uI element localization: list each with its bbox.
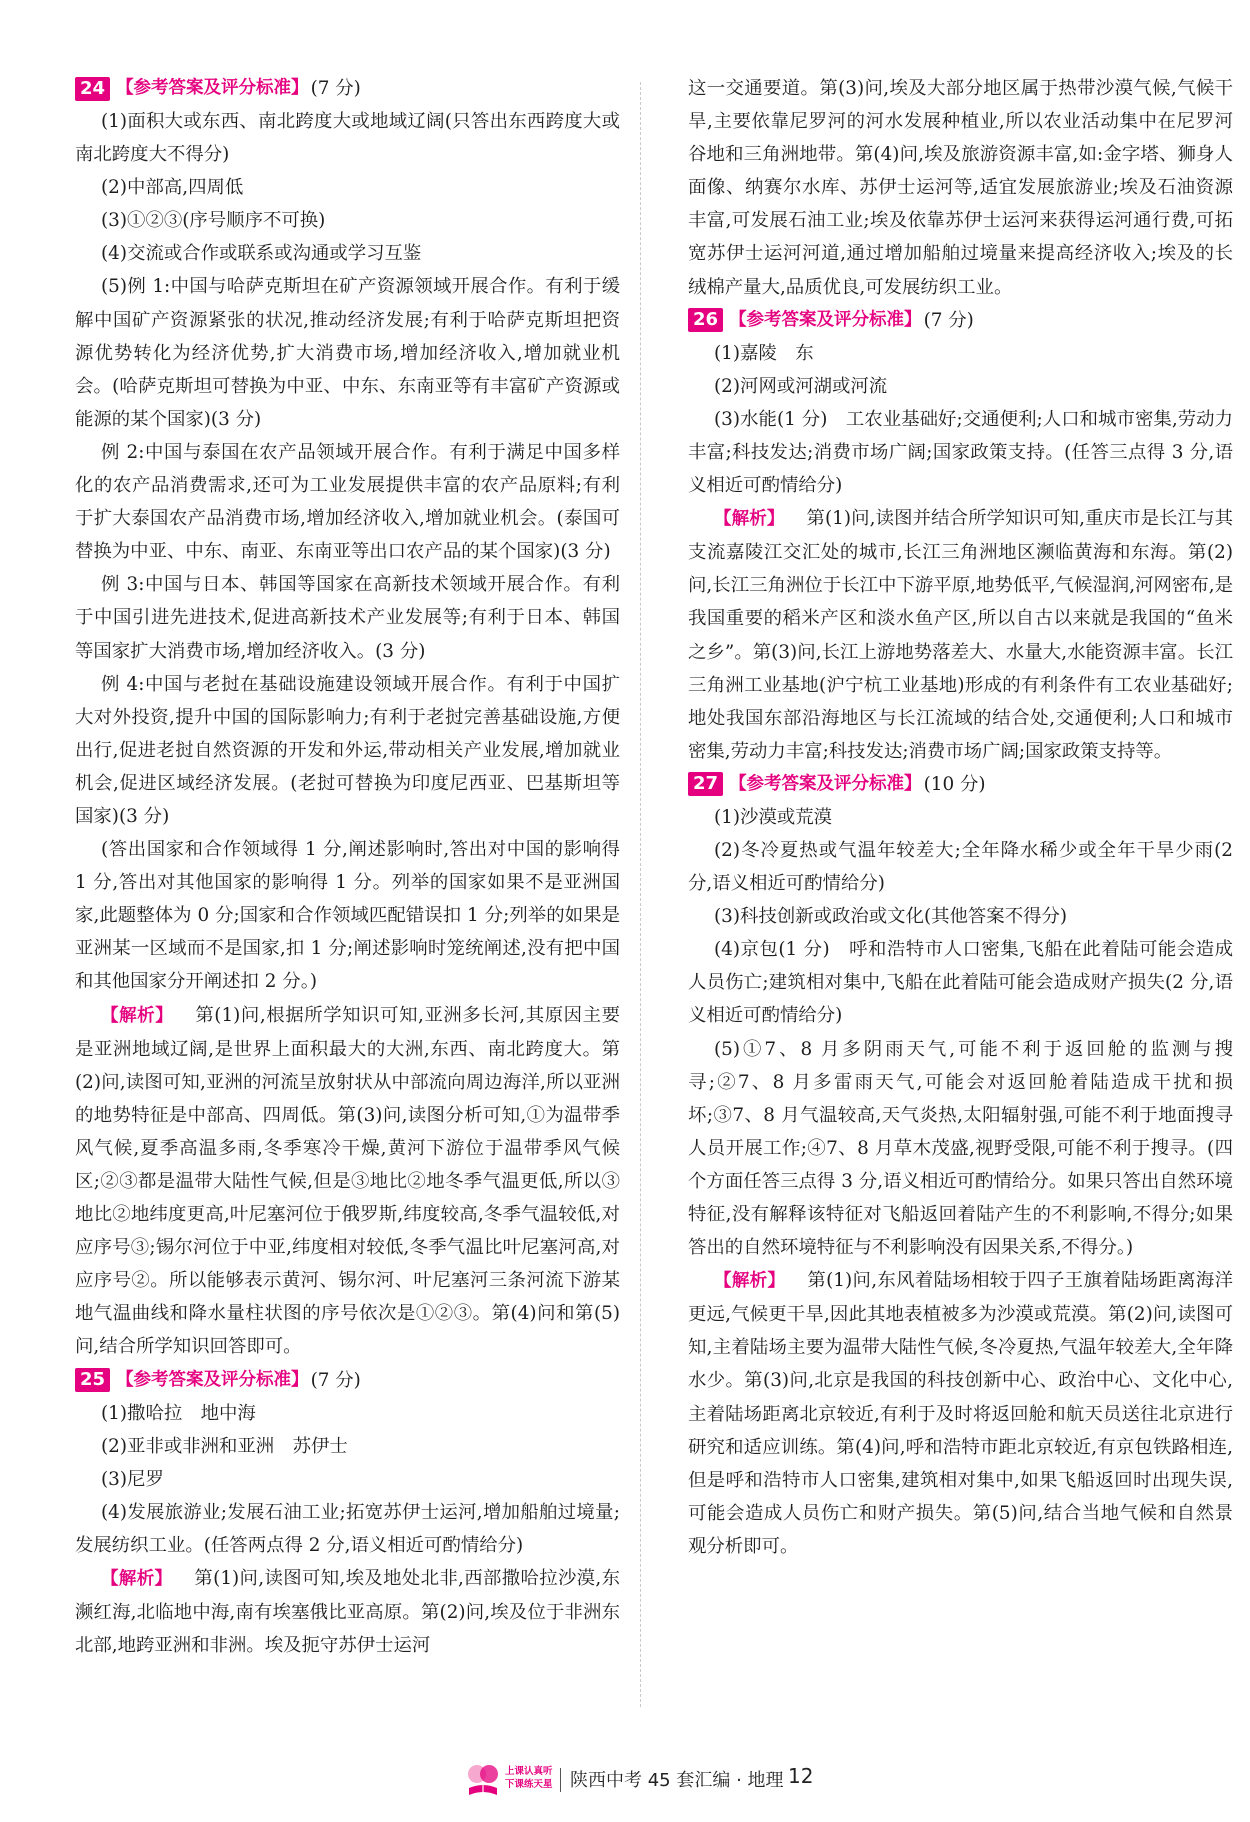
question-number-27: 27 [688,772,723,796]
footer-slogan [505,1765,553,1791]
analysis-label: 【解析】 [714,1271,786,1292]
q25-answer-4: (4)发展旅游业;发展石油工业;拓宽苏伊士运河,增加船舶过境量;发展纺织工业。(任答两点得 2 分,语义相近可酌情给分) [75,1501,620,1556]
answer-standard-title: 【参考答案及评分标准】 [729,309,922,330]
question-score: (7 分) [310,77,361,99]
page-number: 12 [788,1764,814,1788]
question-score: (7 分) [923,309,974,331]
q26-analysis-text: 第(1)问,读图并结合所学知识可知,重庆市是长江与其支流嘉陵江交汇处的城市,长江三角洲地区濒临黄海和东海。第(2)问,长江三角洲位于长江中下游平原,地势低平,气候湿润,河网密布,是我国重要的稻米产区和淡水鱼产区,所以自古以来就是我国的“鱼米之乡”。第(3)问,长江上游地势落差大、水量大,水能资源丰富。长江三角洲工业基地(沪宁杭工业基地)形成的有利条件有工农业基础好;地处我国东部沿海地区与长江流域的结合处,交通便利;人口和城市密集,劳动力丰富;科技发达;消费市场广阔;国家政策支持等。 [688,508,1233,762]
answer-standard-title: 【参考答案及评分标准】 [729,773,922,794]
q24-answer-5: (5)例 1:中国与哈萨克斯坦在矿产资源领域开展合作。有利于缓解中国矿产资源紧张的状况,推动经济发展;有利于哈萨克斯坦把资源优势转化为经济优势,扩大消费市场,增加经济收入,增加就业机会。(哈萨克斯坦可替换为中亚、中东、东南亚等有丰富矿产资源或能源的某个国家)(3 分) [75,276,620,430]
q25-answer-1: (1)撒哈拉 地中海 [101,1402,256,1424]
q26-header [688,304,1233,337]
left-column [75,72,620,1662]
q27-analysis-text: 第(1)问,东风着陆场相较于四子王旗着陆场距离海洋更远,气候更干旱,因此其地表植被多为沙漠或荒漠。第(2)问,读图可知,主着陆场主要为温带大陆性气候,冬冷夏热,气温年较差大,全年降水少。第(3)问,北京是我国的科技创新中心、政治中心、文化中心,主着陆场距离北京较近,有利于及时将返回舱和航天员送往北京进行研究和适应训练。第(4)问,呼和浩特市距北京较近,有京包铁路相连,但是呼和浩特市人口密集,建筑相对集中,如果飞船返回时出现失误,可能会造成人员伤亡和财产损失。第(5)问,结合当地气候和自然景观分析即可。 [688,1270,1233,1557]
question-number-26: 26 [688,308,723,332]
question-score: (10 分) [923,773,986,795]
q24-example-2: 例 2:中国与泰国在农产品领域开展合作。有利于满足中国多样化的农产品消费需求,还可为工业发展提供丰富的农产品原料;有利于扩大泰国农产品消费市场,增加经济收入,增加就业机会。(泰国可替换为中亚、中东、南亚、东南亚等出口农产品的某个国家)(3 分) [75,441,620,563]
q27-answer-2: (2)冬冷夏热或气温年较差大;全年降水稀少或全年干旱少雨(2 分,语义相近可酌情给分) [688,839,1233,895]
q24-answer-3: (3)①②③(序号顺序不可换) [101,210,326,232]
q25-answer-3: (3)尼罗 [101,1468,164,1490]
q24-answer-1: (1)面积大或东西、南北跨度大或地域辽阔(只答出东西跨度大或南北跨度大不得分) [75,111,620,166]
q24-scoring-note: (答出国家和合作领域得 1 分,阐述影响时,答出对中国的影响得 1 分,答出对其他国家的影响得 1 分。列举的国家如果不是亚洲国家,此题整体为 0 分;国家和合作领域匹配错误扣 1 分;列举的如果是亚洲某一区域而不是国家,扣 1 分;阐述影响时笼统阐述,没有把中国和其他国家分开阐述扣 2 分。) [75,839,620,993]
q27-analysis [688,1264,1233,1563]
q27-answer-3: (3)科技创新或政治或文化(其他答案不得分) [714,906,1068,928]
analysis-label: 【解析】 [101,1005,174,1026]
q27-answer-4: (4)京包(1 分) 呼和浩特市人口密集,飞船在此着陆可能会造成人员伤亡;建筑相对集中,飞船在此着陆可能会造成财产损失(2 分,语义相近可酌情给分) [688,939,1233,1027]
question-number-25: 25 [75,1368,110,1392]
q26-analysis [688,502,1233,768]
analysis-label: 【解析】 [101,1569,173,1590]
q27-header [688,768,1233,801]
answer-standard-title: 【参考答案及评分标准】 [116,1369,309,1390]
footer-book-title: 陕西中考 45 套汇编 · 地理 [570,1770,784,1791]
q24-example-4: 例 4:中国与老挝在基础设施建设领域开展合作。有利于中国扩大对外投资,提升中国的国际影响力;有利于老挝完善基础设施,方便出行,促进老挝自然资源的开发和外运,带动相关产业发展,增加就业机会,促进区域经济发展。(老挝可替换为印度尼西亚、巴基斯坦等国家)(3 分) [75,673,620,827]
column-divider [640,82,641,1707]
q24-header [75,72,620,105]
q24-analysis [75,999,620,1364]
q26-answer-1: (1)嘉陵 东 [714,342,814,364]
q24-example-3: 例 3:中国与日本、韩国等国家在高新技术领域开展合作。有利于中国引进先进技术,促进高新技术产业发展等;有利于日本、韩国等国家扩大消费市场,增加经济收入。(3 分) [75,574,620,662]
q26-answer-3: (3)水能(1 分) 工农业基础好;交通便利;人口和城市密集,劳动力丰富;科技发达;消费市场广阔;国家政策支持。(任答三点得 3 分,语义相近可酌情给分) [688,408,1233,497]
q25-analysis [75,1562,620,1662]
q25-analysis-text: 第(1)问,读图可知,埃及地处北非,西部撒哈拉沙漠,东濒红海,北临地中海,南有埃塞俄比亚高原。第(2)问,埃及位于非洲东北部,地跨亚洲和非洲。埃及扼守苏伊士运河 [75,1568,621,1657]
question-score: (7 分) [310,1369,361,1391]
q27-answer-5: (5)①7、8 月多阴雨天气,可能不利于返回舱的监测与搜寻;②7、8 月多雷雨天气,可能会对返回舱着陆造成干扰和损坏;③7、8 月气温较高,天气炎热,太阳辐射强,可能不利于地面搜寻人员开展工作;④7、8 月草木茂盛,视野受限,可能不利于搜寻。(四个方面任答三点得 3 分,语义相近可酌情给分。如果只答出自然环境特征,没有解释该特征对飞船返回着陆产生的不利影响,不得分;如果答出的自然环境特征与不利影响没有因果关系,不得分。) [688,1038,1233,1259]
q24-answer-2: (2)中部高,四周低 [101,177,244,199]
book-logo-icon [463,1762,503,1798]
q25-answer-2: (2)亚非或非洲和亚洲 苏伊士 [101,1435,348,1457]
q27-answer-1: (1)沙漠或荒漠 [714,806,833,828]
q24-analysis-text: 第(1)问,根据所学知识可知,亚洲多长河,其原因主要是亚洲地域辽阔,是世界上面积最大的大洲,东西、南北跨度大。第(2)问,读图可知,亚洲的河流呈放射状从中部流向周边海洋,所以亚洲的地势特征是中部高、四周低。第(3)问,读图分析可知,①为温带季风气候,夏季高温多雨,冬季寒冷干燥,黄河下游位于温带季风气候区;②③都是温带大陆性气候,但是③地比②地冬季气温更低,所以③地比②地纬度更高,叶尼塞河位于俄罗斯,纬度较高,冬季气温较低,对应序号③;锡尔河位于中亚,纬度相对较低,冬季气温比叶尼塞河高,对应序号②。所以能够表示黄河、锡尔河、叶尼塞河三条河流下游某地气温曲线和降水量柱状图的序号依次是①②③。第(4)问和第(5)问,结合所学知识回答即可。 [75,1004,621,1358]
footer-separator [560,1768,561,1792]
q25-header [75,1364,620,1397]
slogan-line-1: 上课认真听 [505,1766,553,1777]
right-column [688,72,1233,1563]
page-footer [0,1762,1250,1802]
q25-analysis-continued: 这一交通要道。第(3)问,埃及大部分地区属于热带沙漠气候,气候干旱,主要依靠尼罗河的河水发展种植业,所以农业活动集中在尼罗河谷地和三角洲地带。第(4)问,埃及旅游资源丰富,如:金字塔、狮身人面像、纳赛尔水库、苏伊士运河等,适宜发展旅游业;埃及石油资源丰富,可发展石油工业;埃及依靠苏伊士运河来获得运河通行费,可拓宽苏伊士运河河道,通过增加船舶过境量来提高经济收入;埃及的长绒棉产量大,品质优良,可发展纺织工业。 [688,78,1233,298]
q24-answer-4: (4)交流或合作或联系或沟通或学习互鉴 [101,243,422,265]
question-number-24: 24 [75,77,110,101]
analysis-label: 【解析】 [714,509,785,530]
q26-answer-2: (2)河网或河湖或河流 [714,375,888,397]
answer-standard-title: 【参考答案及评分标准】 [116,77,309,98]
slogan-line-2: 下课练天星 [505,1779,553,1790]
